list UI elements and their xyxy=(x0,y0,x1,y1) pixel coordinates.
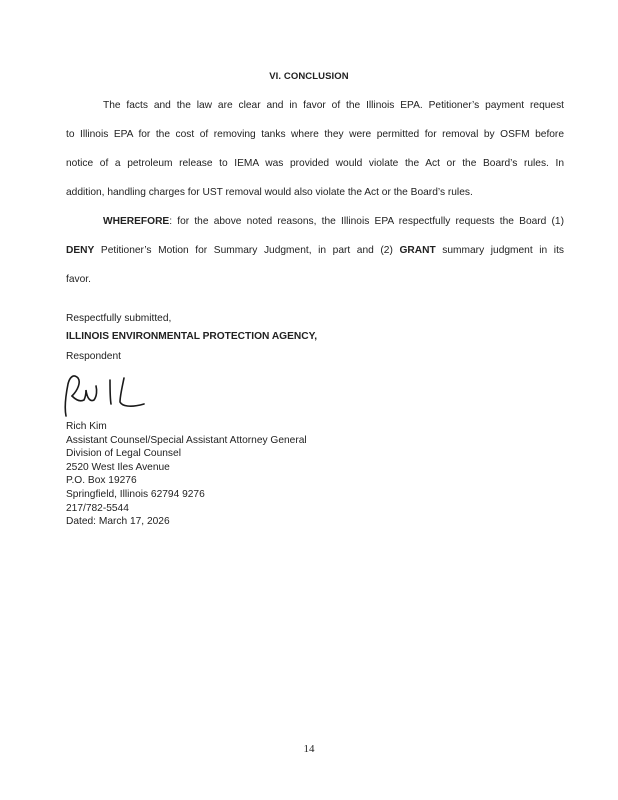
grant-label: GRANT xyxy=(399,245,436,256)
address-po-box: P.O. Box 19276 xyxy=(66,475,137,487)
paragraph-text: Petitioner’s Motion for Summary Judgment, in part and (2) xyxy=(94,245,400,256)
paragraph-line xyxy=(66,236,564,265)
section-heading: VI. CONCLUSION xyxy=(269,71,349,82)
signer-name: Rich Kim xyxy=(66,421,107,432)
signature-block xyxy=(66,420,307,529)
paragraph-text: : for the above noted reasons, the Illinois EPA respectfully requests the Board (1) xyxy=(169,216,564,227)
paragraph-line xyxy=(66,207,564,236)
signer-division: Division of Legal Counsel xyxy=(66,448,181,460)
party-role: Respondent xyxy=(66,351,121,362)
paragraph-line: to Illinois EPA for the cost of removing tanks where they were permitted for removal by OSFM before xyxy=(66,129,564,140)
closing-text: Respectfully submitted, xyxy=(66,313,172,324)
address-street: 2520 West Iles Avenue xyxy=(66,461,170,473)
signer-title: Assistant Counsel/Special Assistant Attorney General xyxy=(66,434,307,446)
deny-label: DENY xyxy=(66,245,95,256)
paragraph-line: notice of a petroleum release to IEMA was provided would violate the Act or the Board’s rules. In xyxy=(66,158,564,169)
wherefore-paragraph xyxy=(66,207,564,294)
handwritten-signature xyxy=(60,366,170,420)
paragraph-line: favor. xyxy=(66,274,91,285)
paragraph-line: The facts and the law are clear and in favor of the Illinois EPA. Petitioner’s payment request xyxy=(103,100,564,111)
wherefore-label: WHEREFORE xyxy=(103,216,170,227)
dated-line: Dated: March 17, 2026 xyxy=(66,516,170,528)
page-number: 14 xyxy=(303,743,315,755)
paragraph-text: summary judgment in its xyxy=(435,245,564,256)
address-city: Springfield, Illinois 62794 9276 xyxy=(66,488,205,500)
agency-name: ILLINOIS ENVIRONMENTAL PROTECTION AGENCY, xyxy=(66,331,318,342)
phone-number: 217/782-5544 xyxy=(66,502,129,514)
conclusion-paragraph xyxy=(66,91,564,207)
paragraph-line: addition, handling charges for UST removal would also violate the Act or the Board’s rules. xyxy=(66,187,473,198)
